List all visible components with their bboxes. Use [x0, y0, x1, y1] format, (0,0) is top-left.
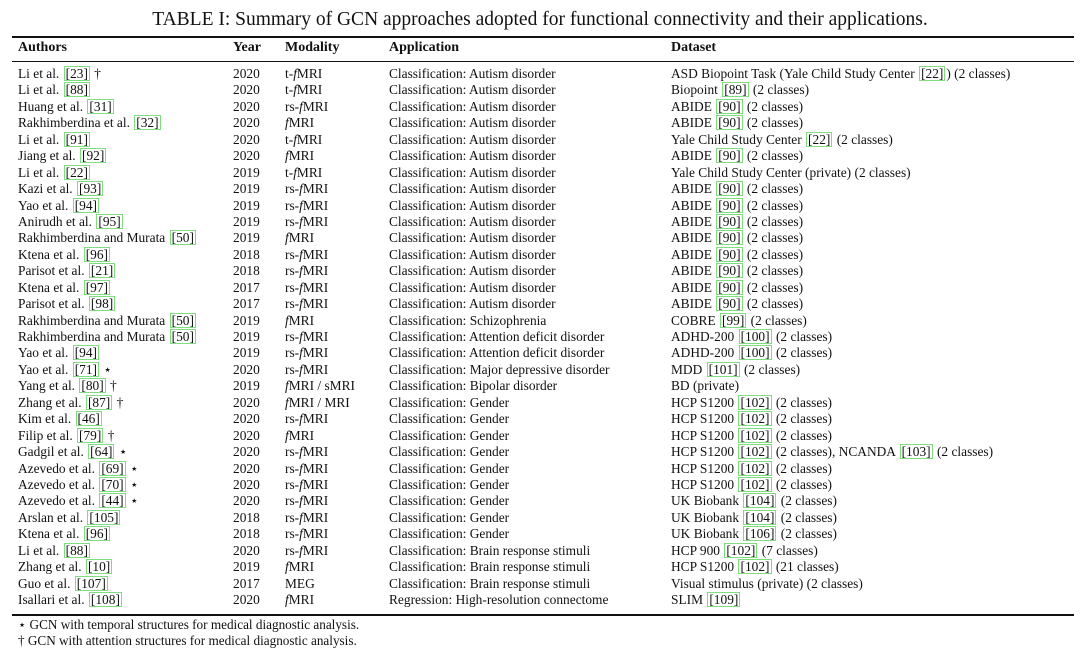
table-row	[0, 230, 1080, 246]
cell-year: 2019	[233, 230, 260, 246]
cell-authors: Li et al. [88]	[18, 82, 88, 98]
cell-year: 2019	[233, 181, 260, 197]
cell-dataset: ABIDE [90] (2 classes)	[671, 115, 804, 131]
cell-dataset: COBRE [99] (2 classes)	[671, 312, 807, 328]
cell-authors: Arslan et al. [105]	[18, 509, 119, 525]
cell-modality: rs-fMRI	[285, 279, 329, 295]
cell-year: 2020	[233, 148, 260, 164]
cell-application: Classification: Gender	[389, 427, 510, 443]
table-header-rule	[12, 61, 1074, 62]
cell-authors: Ktena et al. [96]	[18, 526, 109, 542]
cell-application: Classification: Gender	[389, 411, 510, 427]
cell-application: Classification: Autism disorder	[389, 181, 556, 197]
cell-application: Classification: Brain response stimuli	[389, 575, 591, 591]
table-row	[0, 115, 1080, 131]
cell-application: Classification: Autism disorder	[389, 296, 556, 312]
cell-year: 2017	[233, 279, 260, 295]
cell-modality: rs-fMRI	[285, 460, 329, 476]
table-row	[0, 329, 1080, 345]
cell-application: Classification: Gender	[389, 526, 510, 542]
cell-year: 2018	[233, 246, 260, 262]
table-row	[0, 132, 1080, 148]
table-row	[0, 559, 1080, 575]
cell-authors: Rakhimberdina and Murata [50]	[18, 329, 194, 344]
cell-application: Classification: Autism disorder	[389, 230, 556, 246]
cell-application: Classification: Attention deficit disorder	[389, 345, 605, 361]
cell-year: 2018	[233, 526, 260, 542]
cell-application: Classification: Autism disorder	[389, 148, 556, 164]
cell-modality: fMRI	[285, 148, 315, 164]
cell-modality: rs-fMRI	[285, 345, 329, 361]
cell-dataset: ABIDE [90] (2 classes)	[671, 246, 804, 262]
cell-authors: Zhang et al. [87] †	[18, 394, 124, 410]
table-row	[0, 428, 1080, 444]
header-modality: Modality	[285, 40, 340, 55]
cell-year: 2020	[233, 98, 260, 114]
cell-modality: t-fMRI	[285, 164, 323, 180]
cell-modality: rs-fMRI	[285, 213, 329, 229]
cell-modality: rs-fMRI	[285, 197, 329, 213]
table-row	[0, 576, 1080, 592]
cell-year: 2020	[233, 115, 260, 131]
cell-dataset: ABIDE [90] (2 classes)	[671, 148, 804, 164]
table-row	[0, 592, 1080, 608]
table-footnotes	[18, 617, 359, 649]
cell-modality: fMRI	[285, 427, 315, 443]
cell-authors: Gadgil et al. [64] ⋆	[18, 444, 128, 460]
cell-dataset: Biopoint [89] (2 classes)	[671, 82, 810, 98]
cell-authors: Jiang et al. [92]	[18, 148, 105, 164]
cell-authors: Azevedo et al. [69] ⋆	[18, 460, 139, 476]
cell-application: Classification: Autism disorder	[389, 246, 556, 262]
cell-authors: Azevedo et al. [70] ⋆	[18, 476, 139, 492]
cell-application: Classification: Autism disorder	[389, 197, 556, 213]
table-row	[0, 543, 1080, 559]
cell-application: Classification: Autism disorder	[389, 263, 556, 279]
cell-dataset: HCP S1200 [102] (2 classes)	[671, 411, 832, 427]
cell-authors: Guo et al. [107]	[18, 575, 106, 591]
cell-authors: Yao et al. [71] ⋆	[18, 361, 112, 377]
cell-modality: fMRI	[285, 312, 315, 328]
cell-application: Classification: Autism disorder	[389, 98, 556, 114]
table-caption: TABLE I: Summary of GCN approaches adopted for functional connectivity and their applications.	[152, 9, 928, 30]
cell-dataset: UK Biobank [104] (2 classes)	[671, 493, 837, 509]
cell-year: 2020	[233, 493, 260, 509]
cell-authors: Isallari et al. [108]	[18, 592, 120, 607]
table-row	[0, 148, 1080, 164]
cell-dataset: HCP S1200 [102] (2 classes)	[671, 460, 832, 476]
table-row	[0, 477, 1080, 493]
cell-modality: t-fMRI	[285, 131, 323, 147]
cell-year: 2020	[233, 66, 260, 81]
table-row	[0, 526, 1080, 542]
cell-dataset: BD (private)	[671, 378, 740, 394]
header-year: Year	[233, 40, 261, 55]
cell-modality: rs-fMRI	[285, 526, 329, 542]
cell-dataset: ABIDE [90] (2 classes)	[671, 263, 804, 279]
cell-authors: Li et al. [23] †	[18, 66, 101, 81]
table-row	[0, 214, 1080, 230]
cell-modality: t-fMRI	[285, 82, 323, 98]
footnote-temporal: ⋆ GCN with temporal structures for medical diagnostic analysis.	[18, 617, 360, 632]
cell-year: 2020	[233, 394, 260, 410]
table-row	[0, 510, 1080, 526]
cell-dataset: ABIDE [90] (2 classes)	[671, 279, 804, 295]
cell-dataset: HCP 900 [102] (7 classes)	[671, 542, 818, 558]
cell-application: Classification: Gender	[389, 493, 510, 509]
table-row	[0, 181, 1080, 197]
cell-modality: rs-fMRI	[285, 411, 329, 427]
cell-year: 2020	[233, 460, 260, 476]
cell-year: 2020	[233, 82, 260, 98]
table-row	[0, 362, 1080, 378]
cell-year: 2020	[233, 542, 260, 558]
cell-authors: Anirudh et al. [95]	[18, 213, 121, 229]
cell-authors: Ktena et al. [96]	[18, 246, 109, 262]
table-row	[0, 99, 1080, 115]
cell-modality: fMRI	[285, 230, 315, 246]
cell-application: Classification: Bipolar disorder	[389, 378, 558, 394]
cell-dataset: ABIDE [90] (2 classes)	[671, 98, 804, 114]
cell-dataset: HCP S1200 [102] (21 classes)	[671, 559, 839, 575]
table-row	[0, 198, 1080, 214]
cell-authors: Rakhimberdina and Murata [50]	[18, 312, 194, 328]
cell-application: Classification: Schizophrenia	[389, 312, 547, 328]
cell-dataset: HCP S1200 [102] (2 classes)	[671, 394, 832, 410]
cell-dataset: SLIM [109]	[671, 592, 739, 607]
cell-authors: Yao et al. [94]	[18, 197, 97, 213]
cell-year: 2020	[233, 131, 260, 147]
cell-year: 2020	[233, 592, 260, 607]
cell-authors: Parisot et al. [98]	[18, 296, 114, 312]
cell-dataset: ADHD-200 [100] (2 classes)	[671, 345, 833, 361]
cell-modality: fMRI / sMRI	[285, 378, 355, 394]
table-row	[0, 263, 1080, 279]
table-row	[0, 280, 1080, 296]
cell-authors: Filip et al. [79] †	[18, 427, 115, 443]
table-row	[0, 165, 1080, 181]
cell-application: Classification: Gender	[389, 460, 510, 476]
cell-application: Classification: Major depressive disorder	[389, 361, 610, 377]
cell-year: 2018	[233, 263, 260, 279]
cell-authors: Yang et al. [80] †	[18, 378, 117, 394]
table-row	[0, 313, 1080, 329]
cell-application: Classification: Gender	[389, 444, 510, 460]
cell-year: 2020	[233, 361, 260, 377]
cell-authors: Rakhimberdina et al. [32]	[18, 115, 159, 131]
cell-year: 2019	[233, 164, 260, 180]
cell-modality: rs-fMRI	[285, 98, 329, 114]
cell-authors: Kazi et al. [93]	[18, 181, 102, 197]
header-application: Application	[389, 40, 460, 55]
cell-authors: Zhang et al. [10]	[18, 559, 111, 575]
cell-authors: Huang et al. [31]	[18, 98, 112, 114]
cell-application: Classification: Gender	[389, 476, 510, 492]
table-row	[0, 378, 1080, 394]
table-row	[0, 461, 1080, 477]
cell-modality: rs-fMRI	[285, 542, 329, 558]
cell-modality: rs-fMRI	[285, 181, 329, 197]
table-row	[0, 411, 1080, 427]
cell-dataset: UK Biobank [104] (2 classes)	[671, 509, 837, 525]
table-row	[0, 395, 1080, 411]
table-row	[0, 493, 1080, 509]
cell-application: Classification: Autism disorder	[389, 66, 556, 81]
table-row	[0, 296, 1080, 312]
cell-authors: Parisot et al. [21]	[18, 263, 114, 279]
cell-modality: rs-fMRI	[285, 444, 329, 460]
cell-dataset: HCP S1200 [102] (2 classes)	[671, 476, 832, 492]
table-row	[0, 66, 1080, 82]
cell-authors: Li et al. [22]	[18, 164, 88, 180]
cell-modality: rs-fMRI	[285, 476, 329, 492]
cell-modality: rs-fMRI	[285, 361, 329, 377]
cell-application: Classification: Brain response stimuli	[389, 542, 591, 558]
cell-application: Classification: Gender	[389, 394, 510, 410]
cell-year: 2020	[233, 444, 260, 460]
cell-dataset: ABIDE [90] (2 classes)	[671, 296, 804, 312]
cell-year: 2019	[233, 329, 260, 344]
cell-application: Classification: Autism disorder	[389, 82, 556, 98]
cell-modality: fMRI	[285, 115, 315, 131]
cell-dataset: ASD Biopoint Task (Yale Child Study Center [22] ) (2 classes)	[671, 66, 1011, 81]
cell-dataset: UK Biobank [106] (2 classes)	[671, 526, 837, 542]
cell-modality: rs-fMRI	[285, 329, 329, 344]
header-dataset: Dataset	[671, 40, 717, 55]
cell-dataset: ABIDE [90] (2 classes)	[671, 181, 804, 197]
cell-year: 2019	[233, 378, 260, 394]
cell-application: Classification: Attention deficit disorder	[389, 329, 605, 344]
cell-modality: rs-fMRI	[285, 493, 329, 509]
cell-authors: Kim et al. [46]	[18, 411, 100, 427]
cell-dataset: ABIDE [90] (2 classes)	[671, 230, 804, 246]
cell-year: 2018	[233, 509, 260, 525]
table-row	[0, 247, 1080, 263]
cell-modality: rs-fMRI	[285, 246, 329, 262]
cell-application: Classification: Gender	[389, 509, 510, 525]
cell-modality: t-fMRI	[285, 66, 323, 81]
cell-modality: fMRI / MRI	[285, 394, 350, 410]
table-header-row	[0, 40, 1080, 60]
table-row	[0, 444, 1080, 460]
cell-modality: fMRI	[285, 592, 315, 607]
cell-dataset: ABIDE [90] (2 classes)	[671, 197, 804, 213]
cell-authors: Azevedo et al. [44] ⋆	[18, 493, 139, 509]
cell-application: Classification: Autism disorder	[389, 279, 556, 295]
header-authors: Authors	[18, 40, 68, 55]
cell-application: Classification: Autism disorder	[389, 131, 556, 147]
cell-dataset: ABIDE [90] (2 classes)	[671, 213, 804, 229]
footnote-attention: † GCN with attention structures for medical diagnostic analysis.	[18, 633, 357, 648]
cell-year: 2019	[233, 312, 260, 328]
cell-modality: rs-fMRI	[285, 263, 329, 279]
cell-dataset: HCP S1200 [102] (2 classes), NCANDA [103] (2 classes)	[671, 444, 994, 460]
cell-application: Classification: Autism disorder	[389, 164, 556, 180]
cell-authors: Rakhimberdina and Murata [50]	[18, 230, 194, 246]
cell-dataset: Visual stimulus (private) (2 classes)	[671, 575, 863, 591]
cell-authors: Li et al. [91]	[18, 131, 88, 147]
cell-application: Classification: Brain response stimuli	[389, 559, 591, 575]
cell-dataset: HCP S1200 [102] (2 classes)	[671, 427, 832, 443]
cell-year: 2020	[233, 427, 260, 443]
cell-authors: Yao et al. [94]	[18, 345, 97, 361]
cell-modality: rs-fMRI	[285, 509, 329, 525]
cell-year: 2017	[233, 296, 260, 312]
cell-application: Regression: High-resolution connectome	[389, 592, 609, 607]
cell-year: 2020	[233, 476, 260, 492]
cell-dataset: Yale Child Study Center [22] (2 classes)	[671, 131, 893, 147]
cell-modality: rs-fMRI	[285, 296, 329, 312]
cell-authors: Li et al. [88]	[18, 542, 88, 558]
cell-year: 2019	[233, 197, 260, 213]
cell-dataset: Yale Child Study Center (private) (2 classes)	[671, 164, 911, 180]
cell-modality: MEG	[285, 575, 315, 591]
cell-year: 2019	[233, 559, 260, 575]
cell-dataset: ADHD-200 [100] (2 classes)	[671, 329, 833, 344]
cell-application: Classification: Autism disorder	[389, 213, 556, 229]
cell-year: 2019	[233, 345, 260, 361]
table-body	[0, 66, 1080, 608]
cell-year: 2017	[233, 575, 260, 591]
table-top-rule	[12, 36, 1074, 38]
table-row	[0, 82, 1080, 98]
table-row	[0, 345, 1080, 361]
cell-modality: fMRI	[285, 559, 315, 575]
cell-dataset: MDD [101] (2 classes)	[671, 361, 801, 377]
table-bottom-rule	[12, 614, 1074, 616]
cell-year: 2020	[233, 411, 260, 427]
cell-year: 2019	[233, 213, 260, 229]
cell-authors: Ktena et al. [97]	[18, 279, 109, 295]
cell-application: Classification: Autism disorder	[389, 115, 556, 131]
